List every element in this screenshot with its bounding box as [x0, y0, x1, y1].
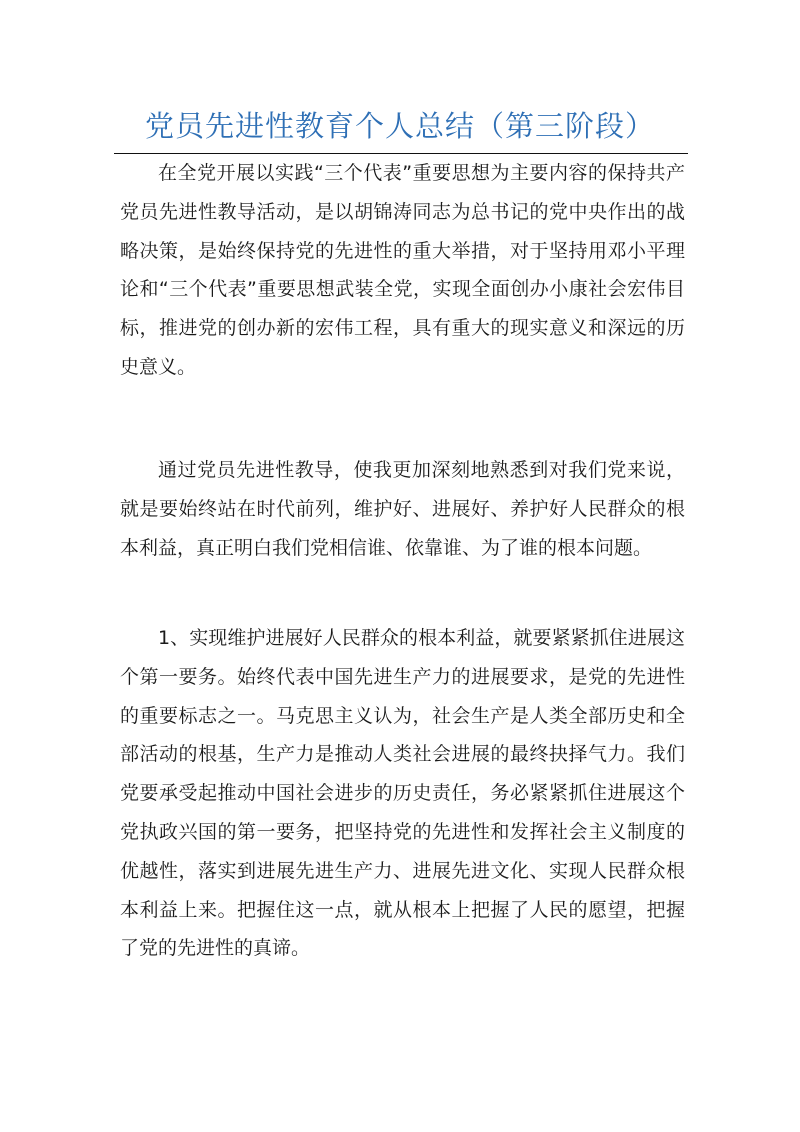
paragraph-block-3: [120, 619, 685, 968]
paragraph: 在全党开展以实践“三个代表”重要思想为主要内容的保持共产党员先进性教导活动，是以胡锦涛同志为总书记的党中央作出的战略决策，是始终保持党的先进性的重大举措，对于坚持用邓小平理论和“三个代表”重要思想武装全党，实现全面创办小康社会宏伟目标，推进党的创办新的宏伟工程，具有重大的现实意义和深远的历史意义。: [120, 162, 685, 378]
document-title: 党员先进性教育个人总结（第三阶段）: [144, 109, 655, 143]
paragraph: 1、实现维护进展好人民群众的根本利益，就要紧紧抓住进展这个第一要务。始终代表中国先进生产力的进展要求，是党的先进性的重要标志之一。马克思主义认为，社会生产是人类全部历史和全部活动的根基，生产力是推动人类社会进展的最终抉择气力。我们党要承受起推动中国社会进步的历史责任，务必紧紧抓住进展这个党执政兴国的第一要务，把坚持党的先进性和发挥社会主义制度的优越性，落实到进展先进生产力、进展先进文化、实现人民群众根本利益上来。把握住这一点，就从根本上把握了人民的愿望，把握了党的先进性的真谛。: [120, 627, 685, 960]
paragraph: 通过党员先进性教导，使我更加深刻地熟悉到对我们党来说，就是要始终站在时代前列，维护好、进展好、养护好人民群众的根本利益，真正明白我们党相信谁、依靠谁、为了谁的根本问题。: [120, 459, 685, 559]
paragraph-block-2: [120, 451, 685, 567]
paragraph-block-1: [120, 154, 685, 387]
